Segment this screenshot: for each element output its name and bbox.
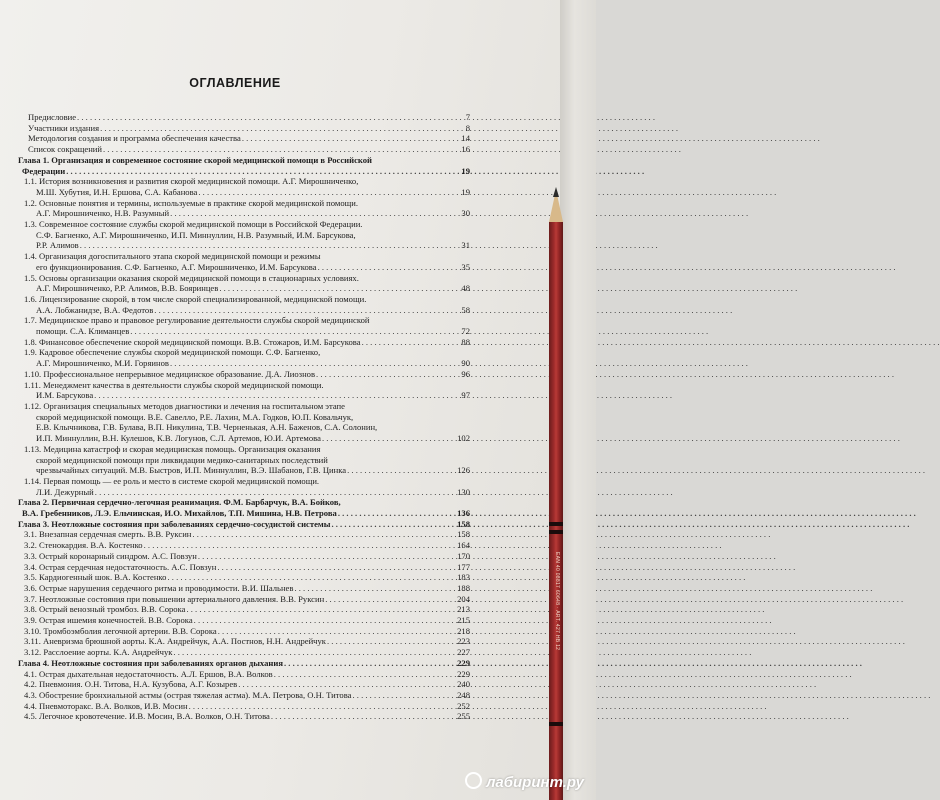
- toc-entry: [18, 529, 470, 540]
- toc-entry: [18, 669, 470, 680]
- toc-entry: [18, 123, 470, 134]
- toc-entry: [18, 615, 470, 626]
- toc-line: [18, 390, 470, 401]
- toc-entry: [18, 690, 470, 701]
- toc-line-text: Глава 4. Неотложные состояния при заболеваниях органов дыхания: [18, 657, 283, 668]
- toc-line: 1.9. Кадровое обеспечение службы скорой медицинской помощи. С.Ф. Багненко,: [24, 347, 321, 358]
- dot-leader: [167, 572, 456, 583]
- dot-leader: [95, 487, 456, 498]
- toc-entry: [18, 401, 470, 444]
- toc-chapter: [18, 658, 470, 669]
- toc-line-text: Предисловие: [28, 112, 77, 122]
- dot-leader: [219, 283, 460, 294]
- dot-leader: [80, 240, 461, 251]
- toc-entry: [18, 198, 470, 219]
- pencil-icon: [549, 222, 563, 800]
- toc-line-text: 3.8. Острый венозный тромбоз. В.В. Сорока: [24, 604, 186, 615]
- labirint-logo-icon: [465, 772, 482, 789]
- toc-line: 1.14. Первая помощь — ее роль и место в системе скорой медицинской помощи.: [24, 475, 320, 486]
- page-number: 229: [457, 668, 470, 679]
- toc-line-text: 3.11. Аневризма брюшной аорты. К.А. Андрейчук, А.А. Постнов, Н.Н. Андрейчук: [24, 636, 326, 647]
- toc-entry: [18, 112, 470, 123]
- toc-line-text: его функционирования. С.Ф. Багненко, А.Г. Мирошниченко, И.М. Барсукова: [36, 261, 317, 272]
- toc-entry: [18, 251, 470, 272]
- toc-line-text: 3.10. Тромбоэмболия легочной артерии. В.В. Сорока: [24, 625, 217, 636]
- toc-line-text: А.Г. Мирошниченко, М.И. Горяинов: [36, 358, 169, 369]
- toc-entry: [18, 679, 470, 690]
- toc-line-text: Р.Р. Алимов: [36, 240, 79, 251]
- toc-entry: [18, 273, 470, 294]
- toc-line-text: Федерации: [22, 165, 66, 176]
- toc-entry: [18, 626, 470, 637]
- dot-leader: [217, 562, 456, 573]
- toc-line: скорой медицинской помощи при ликвидации медико-санитарных последствий: [36, 454, 328, 465]
- toc-line: [18, 679, 470, 690]
- page-number: 188: [457, 582, 470, 593]
- toc-entry: [18, 551, 470, 562]
- toc-line-text: 1.8. Финансовое обеспечение скорой медицинской помощи. В.В. Стожаров, И.М. Барсукова: [24, 336, 361, 347]
- dot-leader: [94, 390, 460, 401]
- toc-line: [18, 112, 470, 123]
- page-number: 213: [457, 604, 470, 615]
- toc-line: [18, 144, 470, 155]
- toc-line: [18, 166, 470, 177]
- toc-line-text: 3.5. Кардиогенный шок. В.А. Костенко: [24, 572, 167, 583]
- dot-leader: [316, 369, 460, 380]
- table-of-contents: [18, 112, 470, 722]
- toc-line: [18, 508, 470, 519]
- toc-chapter: [18, 519, 470, 530]
- toc-line: [18, 487, 470, 498]
- toc-line-text: 4.2. Пневмония. О.Н. Титова, Н.А. Кузубова, А.Г. Козырев: [24, 679, 238, 690]
- toc-line: [18, 626, 470, 637]
- pencil-lead-icon: [553, 187, 559, 197]
- toc-line: [18, 594, 470, 605]
- toc-entry: [18, 711, 470, 722]
- toc-entry: [18, 604, 470, 615]
- toc-line: С.Ф. Багненко, А.Г. Мирошниченко, И.П. Миннуллин, Н.В. Разумный, И.М. Барсукова,: [36, 229, 356, 240]
- toc-line: 1.2. Основные понятия и термины, используемые в практике скорой медицинской помощи.: [24, 197, 359, 208]
- page-number: 58: [461, 304, 470, 315]
- dot-leader: [318, 262, 461, 273]
- pencil-label: EAN 40 08817 60648 · ART. 427 HB 12: [554, 552, 560, 651]
- toc-line: [18, 305, 470, 316]
- toc-entry: [18, 133, 470, 144]
- dot-leader: [194, 615, 456, 626]
- dot-leader: [198, 551, 456, 562]
- toc-line: [18, 636, 470, 647]
- page-number: 177: [457, 561, 470, 572]
- toc-line: 1.6. Лицензирование скорой, в том числе скорой специализированной, медицинской помощи.: [24, 293, 367, 304]
- toc-entry: [18, 337, 470, 348]
- toc-line: 1.3. Современное состояние службы скорой медицинской помощи в Российской Федерации.: [24, 219, 363, 230]
- page-number: 136: [457, 508, 470, 519]
- page-number: 31: [461, 240, 470, 251]
- watermark: [465, 772, 584, 791]
- page-number: 97: [461, 390, 470, 401]
- toc-line-text: помощи. С.А. Климанцев: [36, 326, 130, 337]
- toc-line: [18, 326, 470, 337]
- toc-line-text: Участники издания: [28, 122, 100, 133]
- toc-line: [18, 433, 470, 444]
- toc-line: [18, 604, 470, 615]
- toc-line: [18, 208, 470, 219]
- toc-line-text: 3.12. Расслоение аорты. К.А. Андрейчук: [24, 647, 173, 658]
- toc-line: [18, 529, 470, 540]
- dot-leader: [294, 583, 456, 594]
- page-number: 16: [461, 144, 470, 155]
- toc-entry: [18, 315, 470, 336]
- page-number: 90: [461, 358, 470, 369]
- dot-leader: [170, 358, 460, 369]
- toc-line: 1.7. Медицинское право и правовое регулирование деятельности службы скорой медицинской: [24, 315, 370, 326]
- toc-line: [18, 669, 470, 680]
- dot-leader: [218, 626, 456, 637]
- page-number: 158: [457, 518, 470, 529]
- toc-line: [18, 240, 470, 251]
- dot-leader: [189, 701, 456, 712]
- page-number: 19: [461, 165, 470, 176]
- toc-chapter: [18, 155, 470, 176]
- page-number: 14: [461, 133, 470, 144]
- pencil-band: [549, 522, 563, 526]
- toc-line-text: В.А. Гребенников, Л.Э. Ельчинская, И.О. Михайлов, Т.П. Мишина, Н.В. Петрова: [22, 508, 337, 519]
- toc-line: Е.В. Клычникова, Г.В. Булава, В.П. Никулина, Т.В. Черненькая, А.Н. Баженов, С.А. Солонин,: [36, 422, 378, 433]
- page-number: 252: [457, 700, 470, 711]
- toc-line: [18, 583, 470, 594]
- page-number: 164: [457, 540, 470, 551]
- dot-leader: [271, 711, 456, 722]
- toc-line-text: И.М. Барсукова: [36, 390, 94, 401]
- toc-entry: [18, 294, 470, 315]
- dot-leader: [77, 112, 465, 123]
- toc-entry: [18, 144, 470, 155]
- dot-leader: [338, 508, 456, 519]
- pencil-band: [549, 722, 563, 726]
- toc-line: [18, 572, 470, 583]
- dot-leader: [103, 144, 460, 155]
- page-number: 126: [457, 465, 470, 476]
- toc-line: [18, 551, 470, 562]
- toc-line: Глава 1. Организация и современное состояние скорой медицинской помощи в Российской: [18, 154, 372, 165]
- page-number: 19: [461, 186, 470, 197]
- toc-line-text: И.П. Миннуллин, В.Н. Кулешов, К.В. Логунов, С.Л. Артемов, Ю.И. Артемова: [36, 433, 321, 444]
- pencil-band: [549, 530, 563, 534]
- toc-line-text: 3.9. Острая ишемия конечностей. В.В. Сорока: [24, 615, 193, 626]
- toc-line-text: 4.3. Обострение бронхиальной астмы (острая тяжелая астма). М.А. Петрова, О.Н. Титова: [24, 689, 352, 700]
- dot-leader: [284, 658, 456, 669]
- page-number: 158: [457, 529, 470, 540]
- dot-leader: [331, 519, 456, 530]
- toc-line-text: 3.1. Внезапная сердечная смерть. В.В. Руксин: [24, 529, 192, 540]
- page-number: 215: [457, 615, 470, 626]
- dot-leader: [274, 669, 456, 680]
- toc-line: [18, 647, 470, 658]
- page-number: 7: [465, 112, 470, 122]
- dot-leader: [130, 326, 460, 337]
- page-number: 227: [457, 647, 470, 658]
- toc-entry: [18, 636, 470, 647]
- toc-line-text: Глава 3. Неотложные состояния при заболеваниях сердечно-сосудистой системы: [18, 518, 331, 529]
- page-edge: [560, 0, 596, 800]
- toc-line: [18, 123, 470, 134]
- page-number: 229: [457, 657, 470, 668]
- dot-leader: [144, 540, 457, 551]
- dot-leader: [100, 123, 465, 134]
- dot-leader: [242, 133, 461, 144]
- dot-leader: [238, 679, 456, 690]
- toc-line-text: А.Г. Мирошниченко, Р.Р. Алимов, В.В. Бояринцев: [36, 283, 219, 294]
- toc-entry: [18, 540, 470, 551]
- page-number: 255: [457, 711, 470, 722]
- toc-entry: [18, 594, 470, 605]
- toc-line: Глава 2. Первичная сердечно-легочная реанимация. Ф.М. Барбарчук, В.А. Бойков,: [18, 497, 341, 508]
- toc-entry: [18, 583, 470, 594]
- toc-line: 1.5. Основы организации оказания скорой медицинской помощи в стационарных условиях.: [24, 272, 359, 283]
- toc-entry: [18, 701, 470, 712]
- dot-leader: [325, 594, 456, 605]
- page-number: 218: [457, 625, 470, 636]
- dot-leader: [322, 433, 456, 444]
- toc-line: [18, 519, 470, 530]
- toc-chapter: [18, 497, 470, 518]
- page-title: ОГЛАВЛЕНИЕ: [189, 76, 281, 90]
- page-number: 204: [457, 593, 470, 604]
- dot-leader: [192, 529, 456, 540]
- toc-line-text: А.Г. Мирошниченко, Н.В. Разумный: [36, 208, 170, 219]
- toc-line-text: 3.3. Острый коронарный синдром. А.С. Повзун: [24, 550, 197, 561]
- toc-line-text: Список сокращений: [28, 144, 102, 155]
- toc-line: [18, 465, 470, 476]
- toc-entry: [18, 572, 470, 583]
- dot-leader: [186, 604, 456, 615]
- page-number: 48: [461, 283, 470, 294]
- page-number: 130: [457, 486, 470, 497]
- toc-line-text: 3.4. Острая сердечная недостаточность. А.С. Повзун: [24, 561, 217, 572]
- toc-line: [18, 369, 470, 380]
- toc-line: [18, 690, 470, 701]
- toc-line-text: Методология создания и программа обеспечения качества: [28, 133, 241, 144]
- toc-line: [18, 562, 470, 573]
- toc-line-text: 4.1. Острая дыхательная недостаточность. А.Л. Ершов, В.А. Волков: [24, 668, 273, 679]
- toc-line: [18, 711, 470, 722]
- toc-line-text: М.Ш. Хубутия, И.Н. Ершова, С.А. Кабанова: [36, 186, 198, 197]
- toc-line: 1.4. Организация догоспитального этапа скорой медицинской помощи и режимы: [24, 251, 321, 262]
- dot-leader: [66, 166, 460, 177]
- page-number: 30: [461, 208, 470, 219]
- toc-entry: [18, 369, 470, 380]
- dot-leader: [198, 187, 460, 198]
- toc-line-text: Л.И. Дежурный: [36, 486, 94, 497]
- toc-line: [18, 358, 470, 369]
- toc-line-text: 3.6. Острые нарушения сердечного ритма и проводимости. В.И. Шальнев: [24, 582, 294, 593]
- dot-leader: [170, 208, 460, 219]
- page-number: 170: [457, 550, 470, 561]
- page-number: 223: [457, 636, 470, 647]
- page-number: 248: [457, 689, 470, 700]
- page-number: 102: [457, 433, 470, 444]
- toc-entry: [18, 347, 470, 368]
- dot-leader: [327, 636, 456, 647]
- dot-leader: [154, 305, 460, 316]
- page-number: 88: [461, 336, 470, 347]
- toc-entry: [18, 647, 470, 658]
- toc-line: [18, 337, 470, 348]
- toc-entry: [18, 444, 470, 476]
- toc-line-text: 3.7. Неотложные состояния при повышении артериального давления. В.В. Руксин: [24, 593, 325, 604]
- dot-leader: [173, 647, 456, 658]
- toc-line: [18, 658, 470, 669]
- dot-leader: [352, 690, 456, 701]
- page-number: 35: [461, 261, 470, 272]
- toc-line-text: 1.10. Профессиональное непрерывное медицинское образование. Д.А. Лиознов: [24, 368, 316, 379]
- toc-line: 1.13. Медицина катастроф и скорая медицинская помощь. Организация оказания: [24, 443, 321, 454]
- toc-entry: [18, 176, 470, 197]
- toc-line: [18, 540, 470, 551]
- toc-line: [18, 262, 470, 273]
- toc-line-text: чрезвычайных ситуаций. М.В. Быстров, И.П. Миннуллин, В.Э. Шабанов, Г.В. Цинка: [36, 465, 347, 476]
- toc-line-text: 4.5. Легочное кровотечение. И.В. Мосин, В.А. Волков, О.Н. Титова: [24, 711, 270, 722]
- toc-entry: [18, 476, 470, 497]
- toc-line: [18, 615, 470, 626]
- dot-leader: [347, 465, 456, 476]
- page-number: 96: [461, 368, 470, 379]
- toc-entry: [18, 380, 470, 401]
- toc-line-text: 4.4. Пневмоторакс. В.А. Волков, И.В. Мосин: [24, 700, 188, 711]
- toc-line: 1.11. Менеджмент качества в деятельности службы скорой медицинской помощи.: [24, 379, 324, 390]
- toc-line: [18, 283, 470, 294]
- toc-line-text: А.А. Лобжанидзе, В.А. Федотов: [36, 304, 154, 315]
- toc-line: [18, 187, 470, 198]
- toc-line: 1.12. Организация специальных методов диагностики и лечения на госпитальном этапе: [24, 400, 345, 411]
- page-number: 183: [457, 572, 470, 583]
- toc-line: скорой медицинской помощи. В.Е. Савелло, Р.Е. Лахин, М.А. Годков, Ю.П. Ковальчук,: [36, 411, 354, 422]
- toc-line: [18, 133, 470, 144]
- watermark-text: лабиринт.ру: [486, 774, 584, 791]
- toc-entry: [18, 562, 470, 573]
- toc-line: [18, 701, 470, 712]
- toc-line-text: 3.2. Стенокардия. В.А. Костенко: [24, 540, 143, 551]
- page-number: 8: [465, 122, 470, 133]
- dot-leader: [362, 337, 461, 348]
- toc-entry: [18, 219, 470, 251]
- page-number: 72: [461, 326, 470, 337]
- toc-line: 1.1. История возникновения и развития скорой медицинской помощи. А.Г. Мирошниченко,: [24, 176, 359, 187]
- page-number: 240: [457, 679, 470, 690]
